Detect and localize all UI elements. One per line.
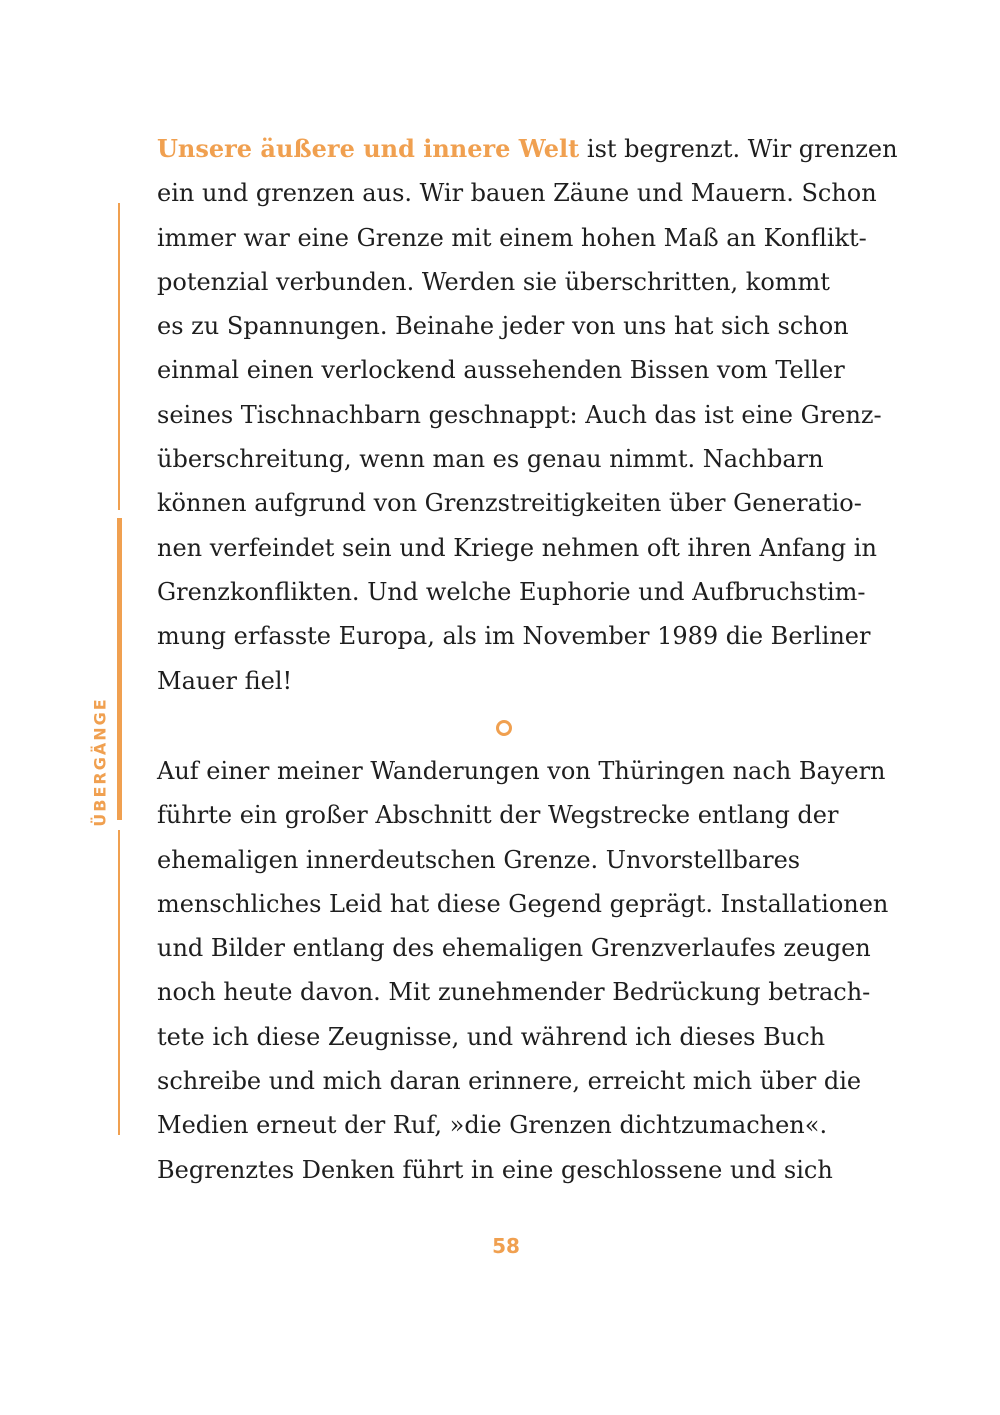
side-rule-bottom [118, 830, 120, 1135]
text-line: und Bilder entlang des ehemaligen Grenzverlaufes zeugen [157, 934, 871, 963]
text-line: immer war eine Grenze mit einem hohen Maß an Konflikt- [157, 223, 867, 252]
text-line: ehemaligen innerdeutschen Grenze. Unvorstellbares [157, 845, 801, 874]
text-line: Auf einer meiner Wanderungen von Thüringen nach Bayern [157, 757, 886, 785]
text-line: Mauer fiel! [157, 666, 293, 695]
text-line: nen verfeindet sein und Kriege nehmen oft ihren Anfang in [157, 533, 877, 562]
side-rule-top [118, 203, 120, 510]
paragraph-1 [157, 127, 898, 703]
page-number: 58 [492, 1234, 520, 1258]
text-line: Medien erneut der Ruf, »die Grenzen dichtzumachen«. [157, 1111, 828, 1140]
text-line: seines Tischnachbarn geschnappt: Auch das ist eine Grenz- [157, 400, 882, 429]
text-line: führte ein großer Abschnitt der Wegstrecke entlang der [157, 801, 839, 830]
text-line: menschliches Leid hat diese Gegend geprägt. Installationen [157, 889, 889, 918]
text-line: es zu Spannungen. Beinahe jeder von uns hat sich schon [157, 312, 849, 341]
side-rule-highlight [117, 518, 122, 820]
paragraph-2 [157, 749, 889, 1192]
section-divider-ring-icon [496, 720, 512, 736]
section-title: ÜBERGÄNGE [90, 697, 110, 827]
text-line: potenzial verbunden. Werden sie überschritten, kommt [157, 267, 830, 296]
text-line: Grenzkonflikten. Und welche Euphorie und Aufbruchstim- [157, 577, 866, 606]
text-line: noch heute davon. Mit zunehmender Bedrückung betrach- [157, 978, 871, 1007]
lead-phrase: Unsere äußere und innere Welt [157, 134, 580, 163]
text-line: ein und grenzen aus. Wir bauen Zäune und Mauern. Schon [157, 179, 877, 208]
text-line: überschreitung, wenn man es genau nimmt. Nachbarn [157, 445, 824, 474]
text-line: schreibe und mich daran erinnere, erreicht mich über die [157, 1067, 862, 1096]
text-line: tete ich diese Zeugnisse, und während ich dieses Buch [157, 1022, 826, 1051]
text-line: können aufgrund von Grenzstreitigkeiten über Generatio- [157, 489, 862, 518]
text-line: mung erfasste Europa, als im November 1989 die Berliner [157, 622, 871, 651]
text-line: Begrenztes Denken führt in eine geschlossene und sich [157, 1155, 833, 1184]
text-line-rest: ist begrenzt. Wir grenzen [579, 135, 898, 163]
text-line [157, 127, 898, 171]
text-line: einmal einen verlockend aussehenden Bissen vom Teller [157, 356, 845, 385]
